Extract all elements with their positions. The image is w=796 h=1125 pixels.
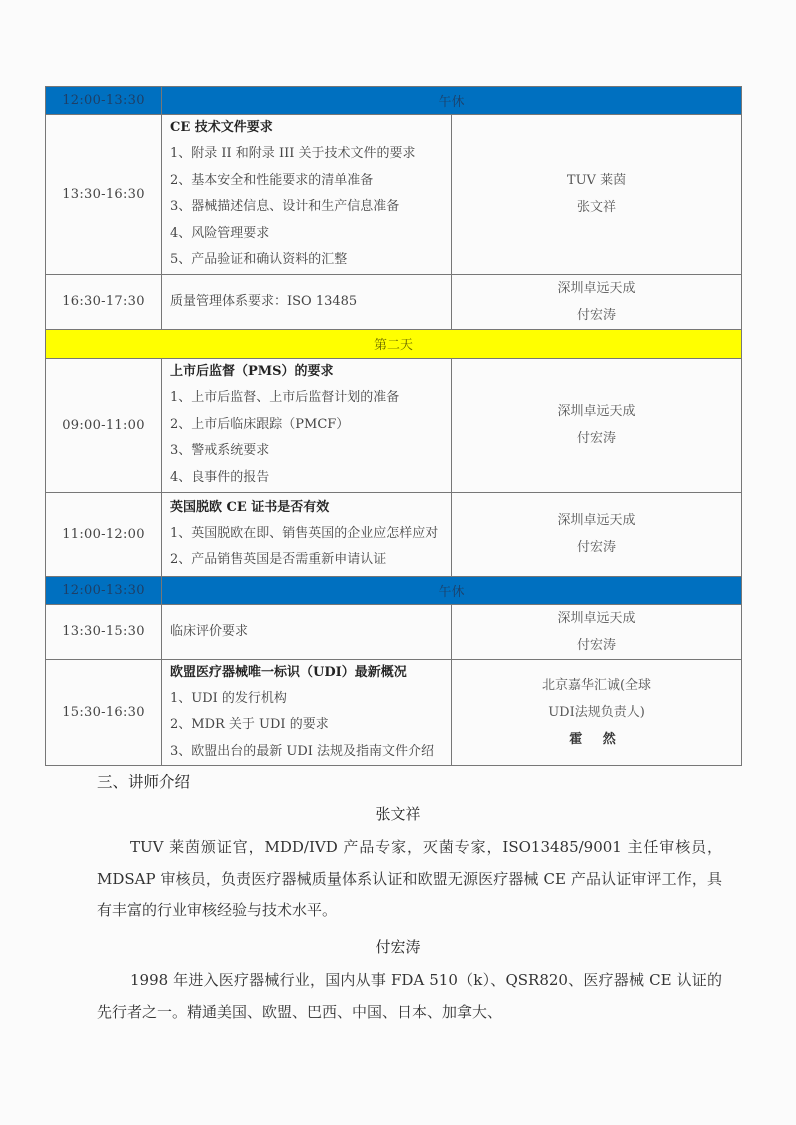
topic-item: 1、英国脱欧在即、销售英国的企业应怎样应对 — [170, 525, 439, 541]
session-topic: 质量管理体系要求：ISO 13485 — [162, 274, 452, 329]
session-topic — [162, 492, 452, 576]
day-two-row — [46, 329, 742, 358]
section-heading: 三、讲师介绍 — [97, 773, 191, 791]
day-two-label: 第二天 — [46, 329, 742, 358]
session-time: 09:00-11:00 — [46, 358, 162, 492]
lunch-time: 12:00-13:30 — [46, 576, 162, 604]
speaker-org: UDI法规负责人) — [548, 704, 645, 720]
session-topic — [162, 358, 452, 492]
topic-item: 3、器械描述信息、设计和生产信息准备 — [170, 199, 400, 214]
topic-item: 3、欧盟出台的最新 UDI 法规及指南文件介绍 — [170, 743, 435, 759]
session-topic — [162, 659, 452, 766]
topic-item: 2、基本安全和性能要求的清单准备 — [170, 172, 374, 188]
session-time: 13:30-16:30 — [46, 115, 162, 275]
topic-title: 欧盟医疗器械唯一标识（UDI）最新概况 — [170, 664, 407, 680]
topic-title: CE 技术文件要求 — [170, 120, 273, 135]
session-time: 11:00-12:00 — [46, 492, 162, 576]
session-row — [46, 115, 742, 275]
session-topic — [162, 115, 452, 275]
lunch-row — [46, 87, 742, 115]
topic-item: 2、产品销售英国是否需重新申请认证 — [170, 552, 387, 567]
speaker-name: 付宏涛 — [576, 540, 616, 555]
speaker-cell — [452, 358, 742, 492]
session-row — [46, 604, 742, 659]
lecturer-bio: TUV 莱茵颁证官，MDD/IVD 产品专家，灭菌专家，ISO13485/9001 主任审核员，MDSAP 审核员，负责医疗器械质量体系认证和欧盟无源医疗器械 CE 产品认证审评工作，具有丰富的行业审核经验与技术水平。 — [97, 838, 722, 919]
speaker-cell — [452, 604, 742, 659]
session-row — [46, 358, 742, 492]
lecturer-name: 付宏涛 — [375, 938, 421, 956]
speaker-name: 付宏涛 — [576, 431, 616, 446]
session-row — [46, 492, 742, 576]
lecturer-bio: 1998 年进入医疗器械行业，国内从事 FDA 510（k）、QSR820、医疗器械 CE 认证的先行者之一。精通美国、欧盟、巴西、中国、日本、加拿大、 — [97, 971, 722, 1021]
lecturer-name: 张文祥 — [375, 805, 421, 823]
topic-item: 4、风险管理要求 — [170, 225, 270, 241]
topic-item: 1、UDI 的发行机构 — [170, 690, 287, 706]
session-time: 15:30-16:30 — [46, 659, 162, 766]
speaker-name: 付宏涛 — [576, 637, 616, 653]
topic-item: 5、产品验证和确认资料的汇整 — [170, 252, 348, 267]
topic-item: 2、MDR 关于 UDI 的要求 — [170, 717, 329, 732]
speaker-org: TUV 莱茵 — [566, 173, 627, 189]
speaker-cell — [452, 115, 742, 275]
speaker-cell — [452, 274, 742, 329]
lunch-label: 午休 — [162, 576, 742, 604]
speaker-name: 霍 然 — [569, 731, 624, 747]
lunch-row — [46, 576, 742, 604]
topic-title: 英国脱欧 CE 证书是否有效 — [170, 499, 330, 515]
session-topic: 临床评价要求 — [162, 604, 452, 659]
speaker-org: 深圳卓远天成 — [557, 610, 636, 626]
speaker-name: 付宏涛 — [576, 307, 616, 323]
speaker-org: 深圳卓远天成 — [557, 513, 636, 528]
speaker-org: 深圳卓远天成 — [557, 404, 636, 419]
session-time: 13:30-15:30 — [46, 604, 162, 659]
speaker-org: 深圳卓远天成 — [557, 280, 636, 296]
speaker-cell — [452, 659, 742, 766]
topic-item: 4、良事件的报告 — [170, 469, 270, 485]
lunch-label: 午休 — [162, 87, 742, 115]
topic-item: 3、警戒系统要求 — [170, 443, 270, 458]
topic-item: 1、上市后监督、上市后监督计划的准备 — [170, 390, 400, 405]
topic-item: 1、附录 II 和附录 III 关于技术文件的要求 — [170, 146, 416, 161]
lunch-time: 12:00-13:30 — [46, 87, 162, 115]
topic-title: 上市后监督（PMS）的要求 — [170, 364, 334, 379]
session-time: 16:30-17:30 — [46, 274, 162, 329]
topic-item: 2、上市后临床跟踪（PMCF） — [170, 416, 350, 432]
session-row — [46, 274, 742, 329]
speaker-cell — [452, 492, 742, 576]
speaker-org: 北京嘉华汇诚(全球 — [541, 677, 652, 693]
session-row — [46, 659, 742, 766]
speaker-name: 张文祥 — [576, 200, 616, 216]
schedule-table — [45, 86, 742, 766]
